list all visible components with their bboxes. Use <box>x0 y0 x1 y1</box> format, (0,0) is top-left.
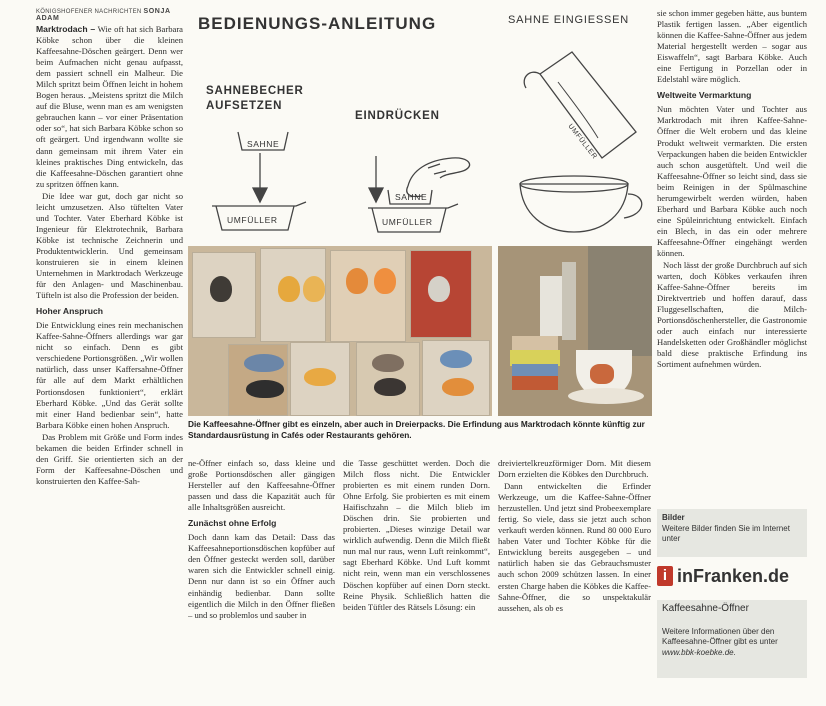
cup-label-1: SAHNE <box>247 139 280 149</box>
opener-label-1: UMFÜLLER <box>227 215 278 225</box>
paragraph: ne-Öffner einfach so, dass kleine und große Portionsdöschen aller gängigen Hersteller auf den Kaffeesahne-Öffner passen und dass die Kapazität auch für alle Inhaltsgrößen ausreicht. <box>188 458 335 513</box>
subheading: Weltweite Vermarktung <box>657 90 752 101</box>
info-box <box>657 600 807 678</box>
opener-label-3: UMFÜLLER <box>566 122 599 161</box>
paragraph: Das Problem mit Größe und Form indes bekamen die beiden Erfinder schnell in den Griff. Sie orientierten sich an der Form der Kaffeesahne-Döschen und konstruierten den Kaffee-Sah- <box>36 431 183 486</box>
paragraph: Doch dann kam das Detail: Dass das Kaffeesahneportionsdöschen kopfüber auf den Öffner gesteckt werden soll, darüber waren sich die Entwickler schnell einig. Denn nur dann ist so ein Öffner auch einhändig bedienbar. Dann sollte eigentlich die Milch in den Öffner fließen – und so problemlos und sauber in <box>188 532 335 620</box>
article-column-4 <box>498 458 651 678</box>
step2-label: EINDRÜCKEN <box>355 110 440 122</box>
photo-packaged-openers <box>188 246 492 416</box>
paragraph: dreiviertelkreuzförmiger Dorn. Mit diesem Dorn erzielten die Köbkes den Durchbruch. <box>498 458 651 480</box>
instructions-title: BEDIENUNGS-ANLEITUNG <box>198 14 437 33</box>
article-column-2 <box>188 458 335 678</box>
opener-label-2: UMFÜLLER <box>382 217 433 227</box>
byline <box>36 8 186 22</box>
article-column-5 <box>657 8 807 508</box>
bilder-text: Weitere Bilder finden Sie im Internet unter <box>662 523 790 543</box>
infranken-logo[interactable] <box>657 565 807 587</box>
section-name: KÖNIGSHOFENER NACHRICHTEN <box>36 9 142 15</box>
instructions-graphic <box>190 8 654 244</box>
step1-label: SAHNEBECHER AUFSETZEN <box>206 85 304 112</box>
instruction-sketches <box>190 8 654 244</box>
logo-text: inFranken.de <box>677 565 790 586</box>
paragraph: Die Entwicklung eines rein mechanischen Kaffee-Sahne-Öffners allerdings war gar nicht so einfach. Denn es gibt verschiedene Portionsgrößen. „Wir wollen natürlich, dass unser Kaffersahne-Öffner für alle auf dem Markt erhältlichen Portionsdosen funktioniert“, erklärt Eberhard Köbke. „Und das Gerät sollte mit einer Hand bedienbar sein“, hatte Barbara Köbke einen hohen Anspruch. <box>36 320 183 430</box>
info-text: Weitere Informationen über den Kaffeesahne-Öffner gibt es unter <box>662 626 778 646</box>
article-column-3 <box>343 458 490 678</box>
dateline: Marktrodach – <box>36 24 96 34</box>
photo-caption: Die Kaffeesahne-Öffner gibt es einzeln, aber auch in Dreierpacks. Die Erfindung aus Marktrodach könnte künftig zur Standardausrüstung in Cafés oder Restaurants gehören. <box>188 419 645 440</box>
author-name: SONJA ADAM <box>36 8 171 22</box>
photo-opener-with-cup <box>498 246 652 416</box>
step3-label: SAHNE EINGIESSEN <box>508 14 629 26</box>
intro-paragraph: Wie oft hat sich Barbara Köbke schon über die kleinen Kaffeesahne-Döschen geärgert. Denn wer beim Aufmachen nicht genau aufpasst, dem passiert schnell ein Malheur. Die Milch spritzt beim Öffnen leicht in hohem Bogen heraus. „Meistens spritzt die Milch auf die Bluse, wenn man es am wenigsten gebrauchen kann – vor einer Präsentation oder so“, hat sich Barbara Köbke schon so oft geärgert. Und irgendwann wollte sie dann gemeinsam mit ihrem Vater ein kleines praktisches Ding entwickeln, das die Kaffeesahne-Döschen garantiert ohne zu spritzen öffnen kann. <box>36 24 183 189</box>
cup-label-2: SAHNE <box>395 192 428 202</box>
info-url[interactable]: www.bbk-koebke.de. <box>662 647 736 657</box>
paragraph: die Tasse geschüttet werden. Doch die Milch floss nicht. Die Entwickler probierten es mit einem runden Dorn. Ohne Erfolg. Sie probierten es mit einem Haifischzahn – die Milch blieb im Döschen drin. Sie probierten und probierten. „Dieses winzige Detail war wirklich aufwendig. Denn die Milch fließt nun mal nur raus, wenn Luft reinkommt“, sagt Eberhard Köbke. Und Luft kommt nicht rein, wenn man ein verschlossenes Döschen kopfüber auf einen Dorn steckt. Reine Physik. Schließlich hatten die beiden Tüftler des Rätsels Lösung: ein <box>343 458 490 612</box>
info-title: Kaffeesahne-Öffner <box>662 603 749 614</box>
paragraph: sie schon immer gegeben hätte, aus buntem Plastik fertigen lassen. „Aber eigentlich können die Kaffee-Sahne-Öffner aus jedem Material hergestellt werden – sogar aus Eiswaffeln“, sagt Barbara Köbke. Auch eine Fertigung in Porzellan oder in Edelstahl wäre möglich. <box>657 8 807 85</box>
article-column-1 <box>36 24 183 674</box>
bilder-title: Bilder <box>662 513 685 522</box>
subheading: Zunächst ohne Erfolg <box>188 518 277 529</box>
paragraph: Noch lässt der große Durchbruch auf sich warten, doch Köbkes verkaufen ihren Kaffee-Sahne-Öffner bereits im Direktvertrieb und hoffen darauf, dass Fluggesellschaften, die Milch-Portionsdöschenhersteller, die Gastronomie oder auch einfach nur interessierte Handelsketten oder Großhändler möglichst bald diese praktische Erfindung ins Sortiment aufnehmen würden. <box>657 260 807 370</box>
subheading: Hoher Anspruch <box>36 306 104 317</box>
paragraph: Dann entwickelten die Erfinder Werkzeuge, um die Kaffee-Sahne-Öffner herzustellen. Und jetzt sind Probeexemplare fertig. So viele, dass sie jetzt auch schon verkauft werden können. Rund 80 000 Euro haben Vater und Tochter Köbke für die Entwicklung bereits ausgegeben – und natürlich haben sie das Gebrauchsmuster auch schon 2009 schützen lassen. In einer ersten Charge haben die Köbkes die Kaffee-Sahne-Öffner, die so unspektakulär aussehen, als ob es <box>498 481 651 613</box>
logo-i-icon: i <box>657 566 673 586</box>
paragraph: Die Idee war gut, doch gar nicht so leicht umzusetzen. Also tüftelten Vater und Tochter. Vater Eberhard Köbke ist Ingenieur für Elektrotechnik, Barbara Köbke ist technische Zeichnerin und Produktentwicklerin. Und gemeinsam konstruieren sie in einem kleinen Unternehmen in Marktrodach Werkzeuge für den Anlagen- und Maschinenbau. Tüfteln ist also die Profession der beiden. <box>36 190 183 301</box>
paragraph: Nun möchten Vater und Tochter aus Marktrodach mit ihren Kaffee-Sahne-Öffner die Welt erobern und das kleine Produkt weltweit vermarkten. Die ersten Verpackungen haben die beiden Entwickler auch schon ausgetüftelt. Und weil die Kaffeesahne-Öffner so leicht sind, dass sie beim Reinigen in der Spülmaschine herumgewirbelt werden würden, haben Eberhard und Barbara Köbke auch noch eine Spüleinrichtung entwickelt. Einfach ein Blech, in das ein oder mehrere Kaffeesahne-Öffner eingehängt werden können. <box>657 104 807 258</box>
bilder-box <box>657 509 807 557</box>
